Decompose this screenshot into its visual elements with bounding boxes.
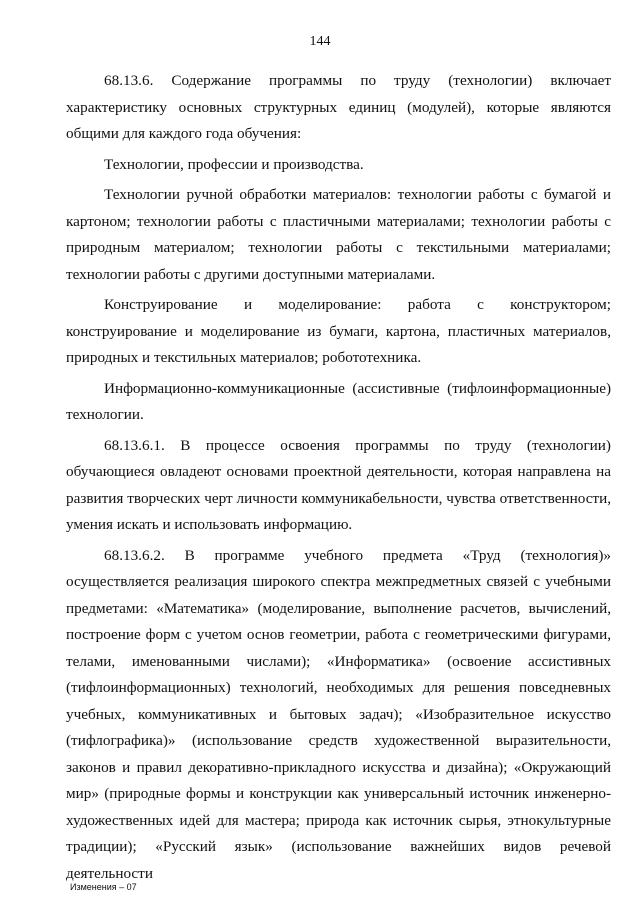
paragraph-construction-modeling: Конструирование и моделирование: работа с конструктором; конструирование и моделирование из бумаги, картона, пластичных материалов, природных и текстильных материалов; робототехника. — [66, 296, 611, 366]
paragraph-68-13-6-1: 68.13.6.1. В процессе освоения программы по труду (технологии) обучающиеся овладеют основами проектной деятельности, которая направлена на развития творческих черт личности коммуникабельности, чувства ответственности, умения искать и использовать информацию. — [66, 436, 611, 533]
paragraph-manual-processing: Технологии ручной обработки материалов: технологии работы с бумагой и картоном; технологии работы с пластичными материалами; технологии работы с природным материалом; технологии работы с текстильными материалами; технологии работы с другими доступными материалами. — [66, 186, 611, 283]
page-number: 144 — [309, 34, 331, 49]
paragraph-68-13-6-2: 68.13.6.2. В программе учебного предмета «Труд (технология)» осуществляется реализация широкого спектра межпредметных связей с учебными предметами: «Математика» (моделирование, выполнение расчетов, вычислений, построение форм с учетом основ геометрии, работа с геометрическими фигурами, телами, именованными числами); «Информатика» (освоение ассистивных (тифлоинформационных) технологий, необходимых для решения повседневных учебных, коммуникативных и бытовых задач); «Изобразительное искусство (тифлографика)» (использование средств художественной выразительности, законов и правил декоративно-прикладного искусства и дизайна); «Окружающий мир» (природные формы и конструкции как универсальный источник инженерно-художественных идей для мастера; природа как источник сырья, этнокультурные традиции); «Русский язык» (использование важнейших видов речевой деятельности — [66, 546, 611, 882]
footer-revision-note: Изменения – 07 — [70, 882, 137, 892]
document-body — [66, 68, 611, 887]
paragraph-ict: Информационно-коммуникационные (ассистивные (тифлоинформационные) технологии. — [66, 379, 611, 423]
paragraph-68-13-6: 68.13.6. Содержание программы по труду (технологии) включает характеристику основных структурных единиц (модулей), которые являются общими для каждого года обучения: — [66, 72, 611, 142]
paragraph-technologies-professions: Технологии, профессии и производства. — [104, 155, 364, 173]
